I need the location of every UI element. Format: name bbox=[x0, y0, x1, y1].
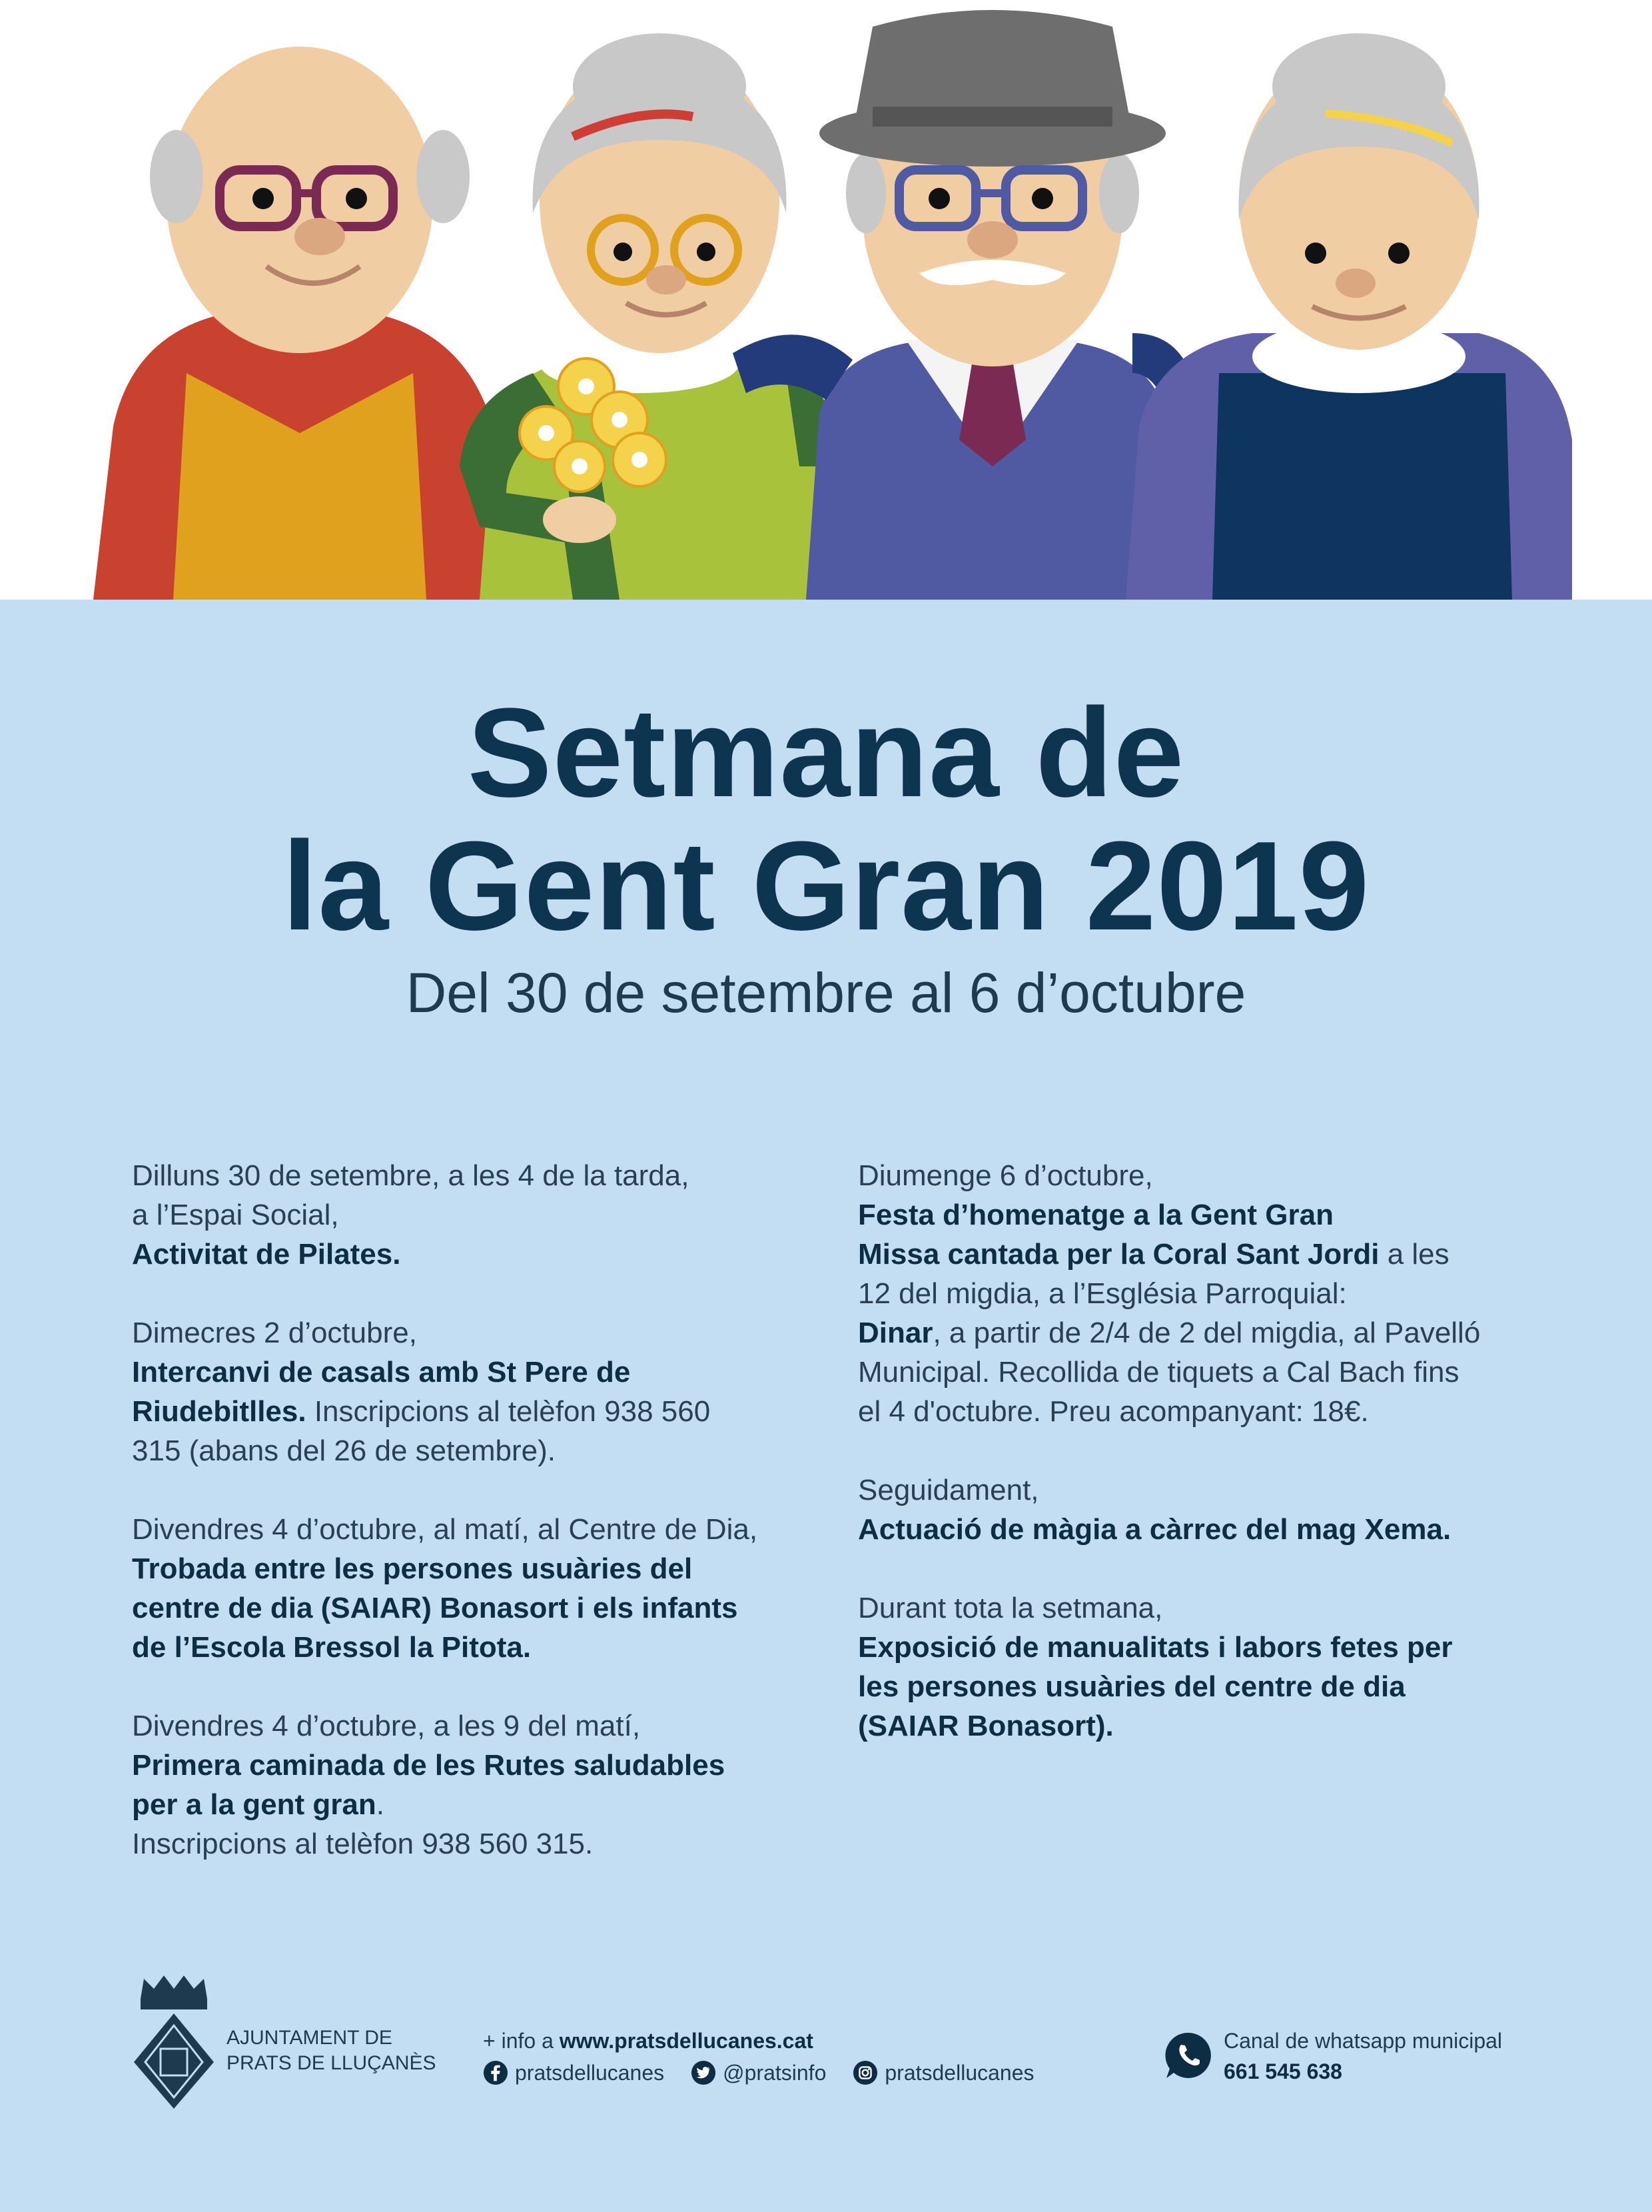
instagram-icon bbox=[853, 2060, 878, 2085]
event-title-cont: (SAIAR Bonasort). bbox=[858, 1710, 1114, 1742]
event-place: 12 del migdia, a l’Església Parroquial: bbox=[858, 1277, 1347, 1310]
event-date: Dilluns 30 de setembre, a les 4 de la tarda, bbox=[132, 1159, 689, 1192]
instagram-link[interactable] bbox=[853, 2060, 1034, 2085]
facebook-handle: pratsdellucanes bbox=[515, 2060, 665, 2085]
event-magia bbox=[858, 1470, 1564, 1549]
poster-title-line2: la Gent Gran 2019 bbox=[282, 816, 1370, 957]
event-date: Diumenge 6 d’octubre, bbox=[858, 1159, 1153, 1192]
event-title: Exposició de manualitats i labors fetes per bbox=[858, 1631, 1453, 1664]
instagram-handle: pratsdellucanes bbox=[885, 2060, 1034, 2085]
grandma-in-blue-figure bbox=[1126, 33, 1572, 600]
event-missa: Missa cantada per la Coral Sant Jordi a les bbox=[858, 1238, 1449, 1271]
event-note: 315 (abans del 26 de setembre). bbox=[132, 1434, 556, 1467]
event-trobada bbox=[132, 1510, 838, 1667]
event-homenatge bbox=[858, 1156, 1564, 1431]
event-date: Durant tota la setmana, bbox=[858, 1592, 1163, 1624]
event-place: a l’Espai Social, bbox=[132, 1199, 339, 1231]
event-title-cont: Riudebitlles. Inscripcions al telèfon 938 560 bbox=[132, 1395, 711, 1428]
grandma-with-flowers-figure bbox=[460, 33, 839, 600]
event-title: Actuació de màgia a càrrec del mag Xema. bbox=[858, 1513, 1451, 1546]
footer bbox=[0, 1965, 1652, 2132]
twitter-link[interactable] bbox=[691, 2060, 826, 2085]
facebook-link[interactable] bbox=[483, 2060, 664, 2085]
elderly-people-illustration bbox=[0, 0, 1652, 600]
facebook-icon bbox=[483, 2060, 508, 2085]
right-event-column bbox=[858, 1156, 1564, 1785]
info-prefix: + info a bbox=[483, 2029, 560, 2053]
event-title: Festa d’homenatge a la Gent Gran bbox=[858, 1199, 1334, 1231]
whatsapp-phone: 661 545 638 bbox=[1224, 2059, 1342, 2083]
poster-subtitle: Del 30 de setembre al 6 d’octubre bbox=[406, 961, 1246, 1024]
poster-title-line1: Setmana de bbox=[467, 682, 1185, 824]
event-title: Activitat de Pilates. bbox=[132, 1238, 401, 1271]
twitter-handle: @pratsinfo bbox=[723, 2060, 827, 2085]
event-note: Municipal. Recollida de tiquets a Cal Bach fins bbox=[858, 1356, 1459, 1388]
org-line2: PRATS DE LLUÇANÈS bbox=[226, 2052, 436, 2074]
event-title-cont: de l’Escola Bressol la Pitota. bbox=[132, 1631, 532, 1664]
event-exposicio bbox=[858, 1588, 1564, 1746]
event-title-cont: centre de dia (SAIAR) Bonasort i els infants bbox=[132, 1592, 738, 1624]
event-note: Inscripcions al telèfon 938 560 315. bbox=[132, 1828, 594, 1860]
event-pilates bbox=[132, 1156, 838, 1274]
event-date: Seguidament, bbox=[858, 1474, 1039, 1506]
event-title-cont: per a la gent gran. bbox=[132, 1788, 384, 1821]
event-caminada bbox=[132, 1706, 838, 1864]
bald-man-figure bbox=[93, 47, 506, 600]
info-line bbox=[483, 2029, 813, 2053]
event-date: Divendres 4 d’octubre, a les 9 del matí, bbox=[132, 1710, 641, 1742]
whatsapp-icon bbox=[1162, 2029, 1216, 2082]
event-date: Dimecres 2 d’octubre, bbox=[132, 1317, 417, 1349]
twitter-icon bbox=[691, 2060, 716, 2085]
website-link[interactable]: www.pratsdellucanes.cat bbox=[559, 2029, 813, 2053]
event-title-cont: les persones usuàries del centre de dia bbox=[858, 1670, 1406, 1703]
whatsapp-label: Canal de whatsapp municipal bbox=[1224, 2029, 1503, 2053]
event-dinar: Dinar, a partir de 2/4 de 2 del migdia, al Pavelló bbox=[858, 1317, 1481, 1349]
org-line1: AJUNTAMENT DE bbox=[226, 2027, 392, 2049]
event-note: el 4 d'octubre. Preu acompanyant: 18€. bbox=[858, 1395, 1369, 1428]
coat-of-arms-logo bbox=[131, 1972, 217, 2112]
left-event-column bbox=[132, 1156, 838, 1903]
event-date: Divendres 4 d’octubre, al matí, al Centre de Dia, bbox=[132, 1513, 758, 1546]
organization-name bbox=[226, 2025, 436, 2076]
event-intercanvi bbox=[132, 1313, 838, 1470]
event-title: Intercanvi de casals amb St Pere de bbox=[132, 1356, 631, 1388]
event-title: Trobada entre les persones usuàries del bbox=[132, 1552, 693, 1585]
social-links bbox=[483, 2060, 1034, 2085]
event-title: Primera caminada de les Rutes saludables bbox=[132, 1749, 725, 1782]
